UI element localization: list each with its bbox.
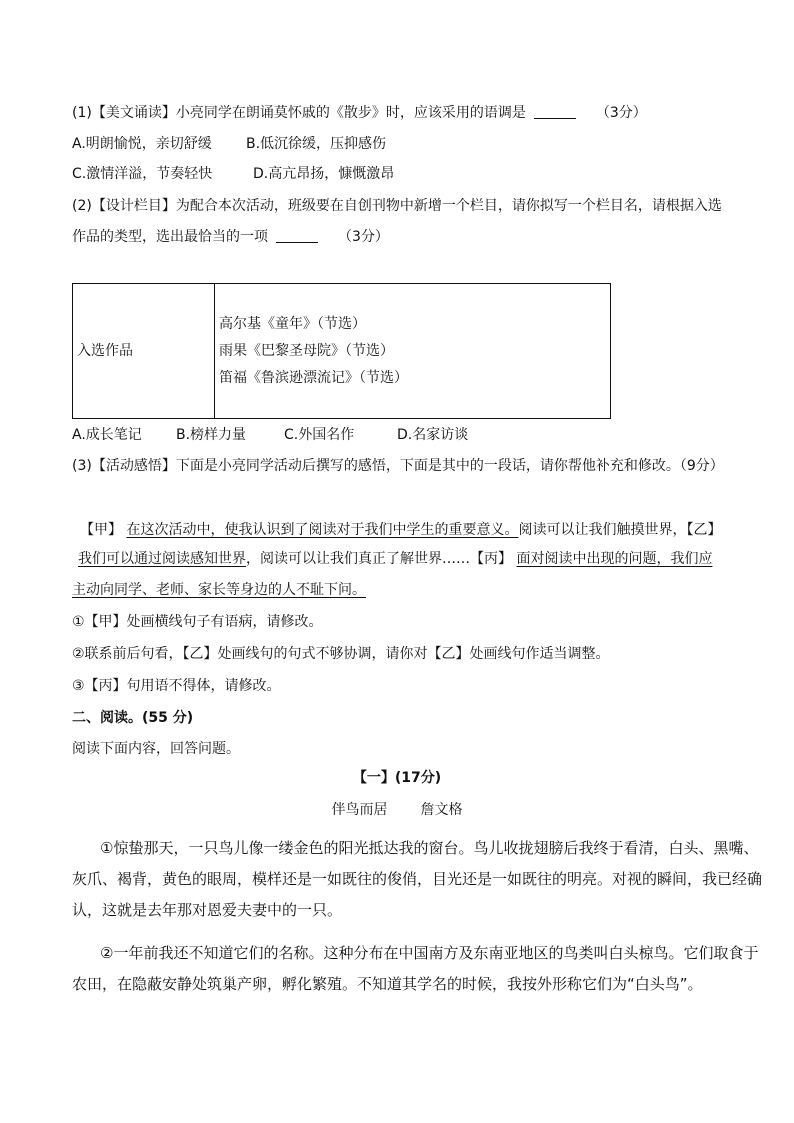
- q2-works-table: [72, 283, 611, 419]
- sentence-yi: 我们可以通过阅读感知世界: [78, 551, 246, 567]
- mark-jia: 【甲】: [80, 522, 122, 538]
- q1-options-row-1: [72, 134, 386, 154]
- sentence-bing-part-1: 面对阅读中出现的问题，我们应: [516, 551, 713, 567]
- article-paragraph-2: [72, 938, 759, 1000]
- section-heading-text: 二、阅读。(55 分): [72, 710, 194, 726]
- q1-options-row-2: [72, 164, 394, 184]
- q2-score: （3分）: [338, 229, 389, 245]
- paragraph-line: ①惊蛰那天，一只鸟儿像一缕金色的阳光抵达我的窗台。鸟儿收拢翅膀后我终于看清，白头、黑嘴、: [100, 839, 759, 857]
- q2-options-row: [72, 425, 468, 445]
- paragraph-line: 灰爪、褐背，黄色的眼周，模样还是一如既往的俊俏，目光还是一如既往的明亮。对视的瞬间，我已经确: [72, 870, 763, 888]
- q3-prompt-line: [72, 456, 724, 476]
- q3-passage-line-1: [80, 520, 721, 540]
- article-paragraph-1: [72, 833, 763, 926]
- sub-question-text: ②联系前后句看，【乙】处画线句的句式不够协调，请你对【乙】处画线句作适当调整。: [72, 646, 610, 662]
- article-title-line: [0, 800, 794, 820]
- q3-passage-line-2: [78, 549, 712, 569]
- article-title: 伴鸟而居: [331, 802, 388, 818]
- q1-option-a[interactable]: A.明朗愉悦，亲切舒缓: [72, 136, 212, 152]
- q2-prompt-2: 作品的类型，选出最恰当的一项: [72, 229, 268, 245]
- paragraph-line: 农田，在隐蔽安静处筑巢产卵，孵化繁殖。不知道其学名的时候，我按外形称它们为“白头鸟”。: [72, 975, 703, 993]
- q1-score: （3分）: [595, 105, 647, 121]
- q2-option-a[interactable]: A.成长笔记: [72, 427, 142, 443]
- q2-prompt-1: (2)【设计栏目】为配合本次活动，班级要在自创刊物中新增一个栏目，请你拟写一个栏目名，请根据入选: [72, 198, 722, 214]
- table-row: [73, 284, 611, 419]
- paragraph-line: 认，这就是去年那对恩爱夫妻中的一只。: [72, 901, 343, 919]
- table-label-cell: [73, 284, 215, 419]
- section2-heading: [72, 708, 193, 728]
- section2-instruction: [72, 739, 240, 759]
- table-label: 入选作品: [77, 342, 133, 359]
- sub-question-text: ③【丙】句用语不得体，请修改。: [72, 678, 281, 694]
- q1-option-c[interactable]: C.激情洋溢，节奏轻快: [72, 166, 213, 182]
- part-title: [0, 768, 794, 788]
- sub-question-text: ①【甲】处画横线句子有语病，请修改。: [72, 614, 323, 630]
- work-item: 笛福《鲁滨逊漂流记》（节选）: [219, 369, 408, 386]
- q3-passage-line-3: [72, 580, 366, 600]
- paragraph-line: ②一年前我还不知道它们的名称。这种分布在中国南方及东南亚地区的鸟类叫白头椋鸟。它们取食于: [100, 944, 759, 962]
- table-works-cell: [215, 284, 611, 419]
- q2-option-b[interactable]: B.榜样力量: [176, 427, 247, 443]
- q2-option-d[interactable]: D.名家访谈: [397, 427, 469, 443]
- q2-prompt-line-1: [72, 196, 722, 216]
- sentence-bing-part-2: 主动向同学、老师、家长等身边的人不耻下问。: [72, 582, 366, 598]
- q2-answer-blank[interactable]: [276, 228, 318, 243]
- q3-sub-question-3: [72, 676, 281, 696]
- q3-sub-question-1: [72, 612, 323, 632]
- q2-prompt-line-2: [72, 227, 389, 247]
- sentence-jia: 在这次活动中，使我认识到了阅读对于我们中学生的重要意义。: [126, 522, 519, 538]
- q2-option-c[interactable]: C.外国名作: [284, 427, 355, 443]
- q1-answer-blank[interactable]: [534, 104, 576, 119]
- q3-sub-question-2: [72, 644, 610, 664]
- mark-yi: 【乙】: [686, 522, 722, 538]
- q1-prompt-line: [72, 103, 647, 123]
- work-item: 雨果《巴黎圣母院》（节选）: [219, 342, 394, 359]
- article-author: 詹文格: [420, 802, 463, 818]
- q1-prompt: (1)【美文诵读】小亮同学在朗诵莫怀戚的《散步》时，应该采用的语调是: [72, 105, 526, 121]
- passage-text-a: 阅读可以让我们触摸世界，: [518, 522, 687, 538]
- part-title-text: 【一】(17分): [352, 770, 442, 786]
- instruction-text: 阅读下面内容，回答问题。: [72, 741, 240, 757]
- passage-text-b: ，阅读可以让我们真正了解世界……: [246, 551, 470, 567]
- q1-option-b[interactable]: B.低沉徐缓，压抑感伤: [246, 136, 387, 152]
- q1-option-d[interactable]: D.高亢昂扬，慷慨激昂: [253, 166, 395, 182]
- mark-bing: 【丙】: [470, 551, 512, 567]
- work-item: 高尔基《童年》（节选）: [219, 315, 366, 332]
- q3-prompt: (3)【活动感悟】下面是小亮同学活动后撰写的感悟，下面是其中的一段话，请你帮他补充和修改。（9分）: [72, 458, 724, 474]
